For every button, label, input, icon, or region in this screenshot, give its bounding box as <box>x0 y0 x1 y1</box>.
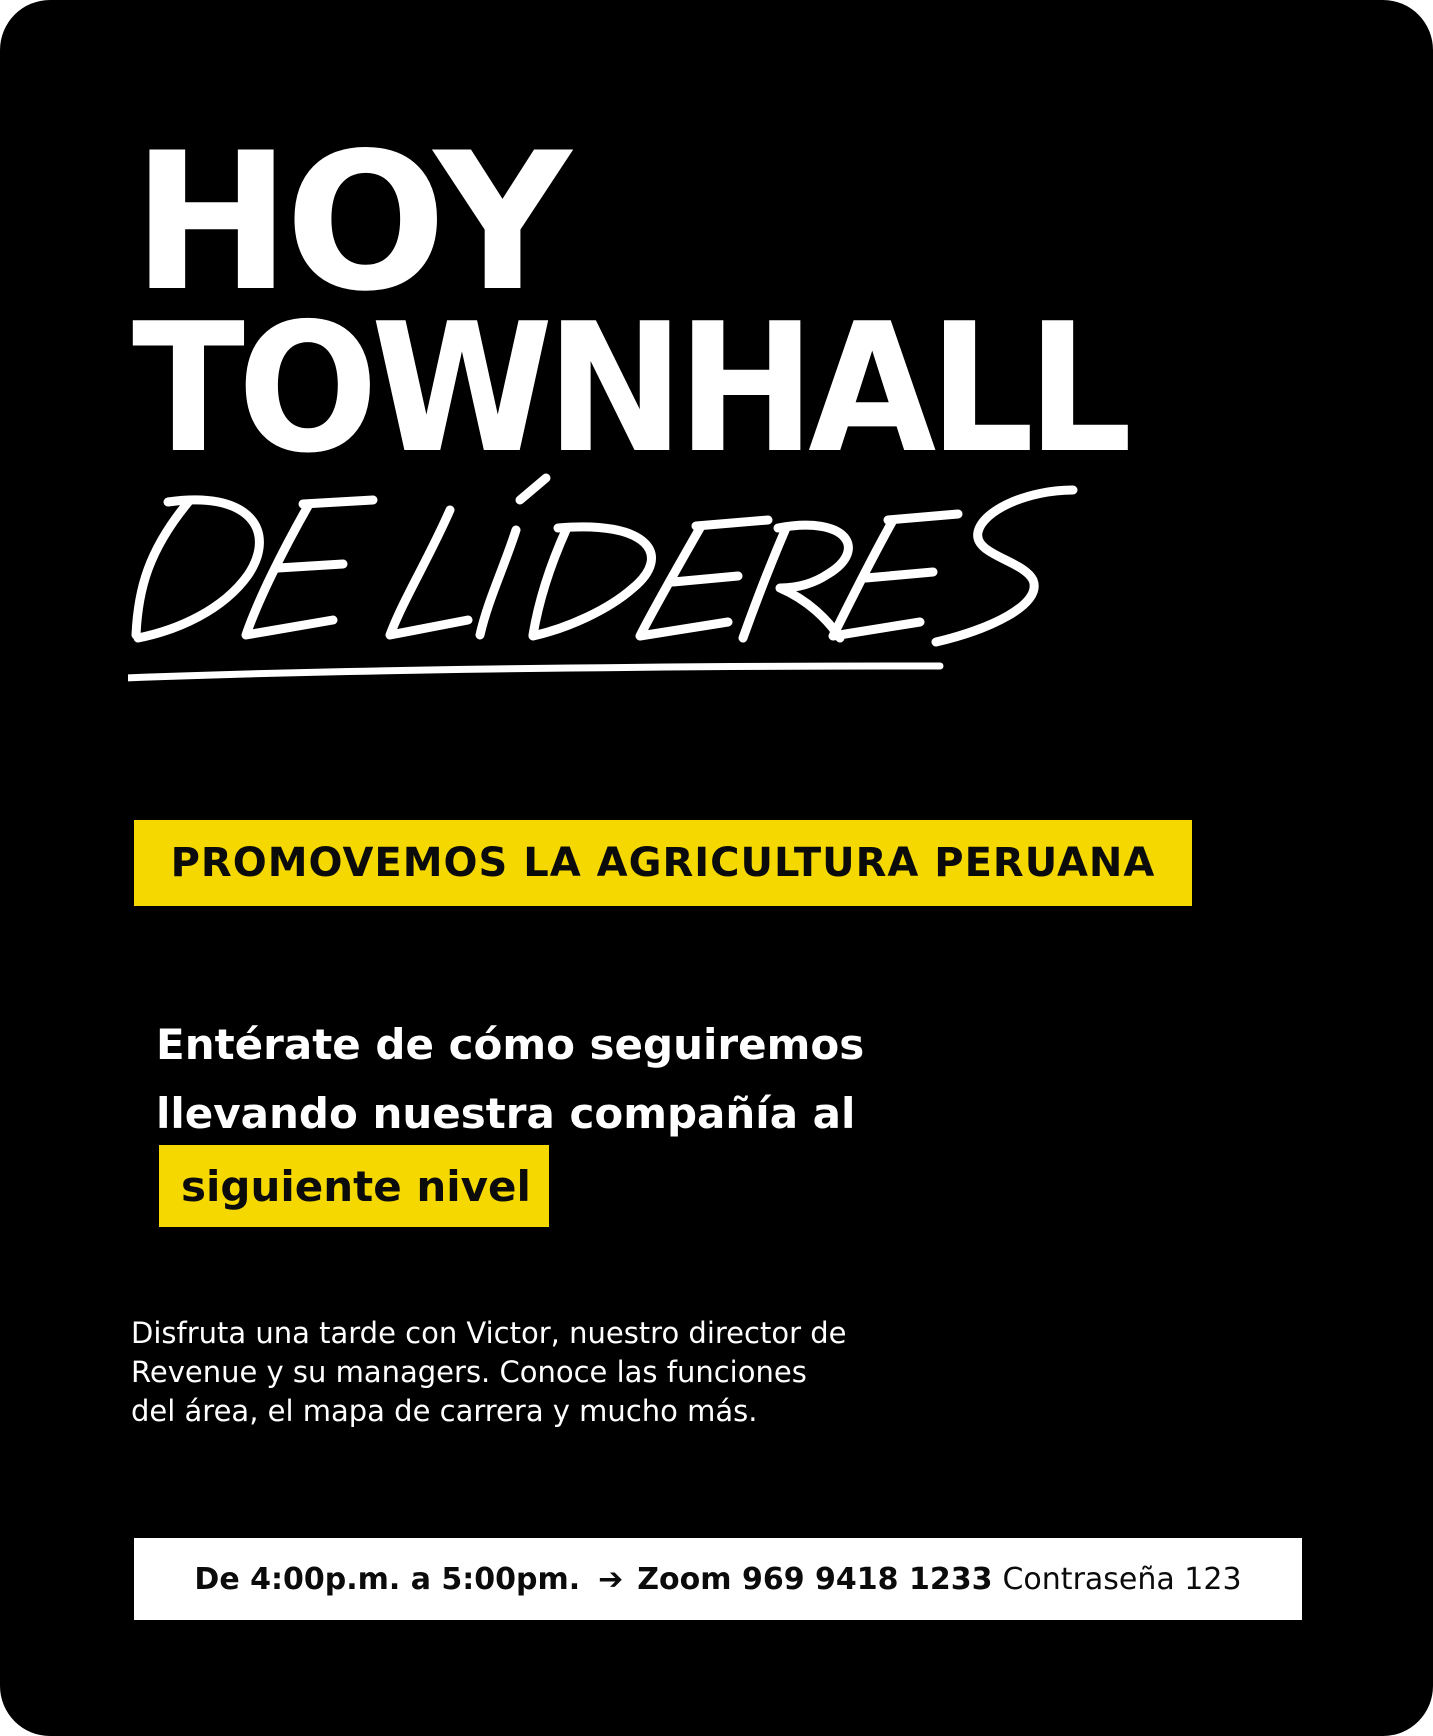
description-paragraph <box>131 1314 951 1431</box>
description-line-2: Revenue y su managers. Conoce las funciones <box>131 1355 807 1389</box>
lead-line-2: llevando nuestra compañía al <box>156 1089 856 1138</box>
tagline-banner <box>134 820 1192 906</box>
zoom-password: Contraseña 123 <box>1002 1561 1242 1597</box>
lead-highlight-box <box>159 1145 549 1227</box>
lead-line-1: Entérate de cómo seguiremos <box>156 1020 865 1069</box>
headline-hoy: HOY <box>132 112 566 333</box>
event-info-bar <box>134 1538 1302 1620</box>
description-line-3: del área, el mapa de carrera y mucho más. <box>131 1394 758 1428</box>
tagline-text: PROMOVEMOS LA AGRICULTURA PERUANA <box>170 840 1156 886</box>
handwritten-lettering-graphic <box>128 470 1088 690</box>
zoom-meeting-id: Zoom 969 9418 1233 <box>637 1561 993 1597</box>
arrow-right-icon: ➔ <box>598 1561 624 1597</box>
description-line-1: Disfruta una tarde con Victor, nuestro director de <box>131 1316 847 1350</box>
headline-script-de-lideres <box>128 470 1088 690</box>
lead-highlight-text: siguiente nivel <box>181 1161 531 1211</box>
event-time: De 4:00p.m. a 5:00pm. <box>194 1561 581 1597</box>
headline-townhall: TOWNHALL <box>132 285 1125 492</box>
